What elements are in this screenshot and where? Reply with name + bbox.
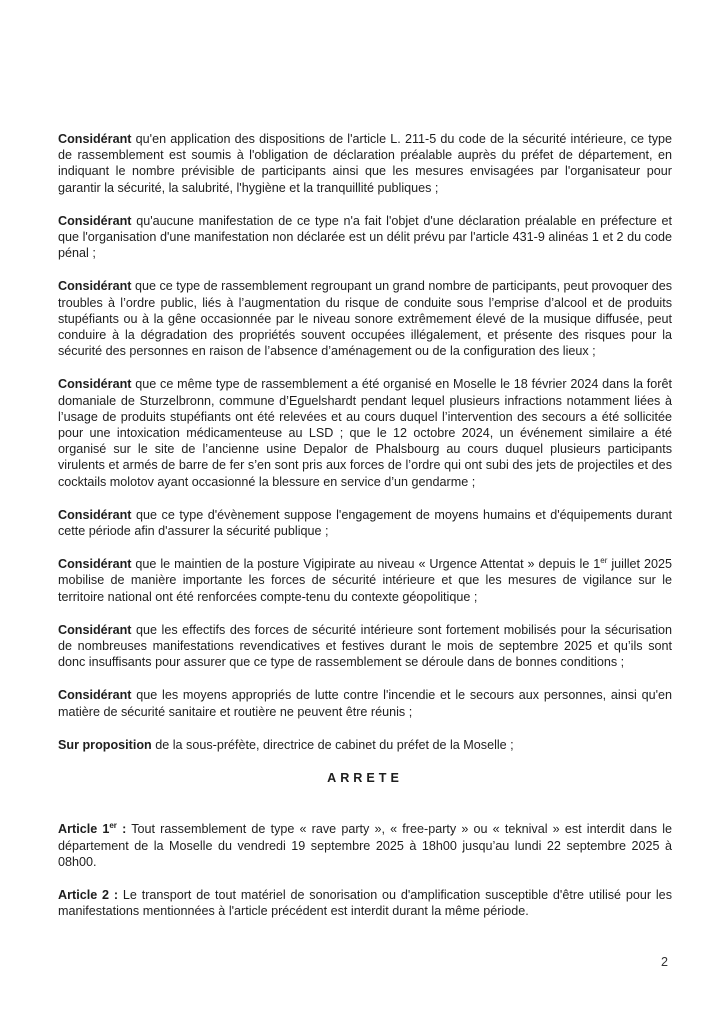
paragraph-text: que ce type de rassemblement regroupant un grand nombre de participants, peut provoquer des troubles à l’ordre public, liés à l’augmentation du risque de conduite sous l’emprise d’alcool et de produits stupéfiants ou à la gêne occasionnée par le niveau sonore extrêmement élevé de la musique diffusée, peut conduire à la dégradation des propriétés souvent occupées illégalement, et présente des risques pour la sécurité des personnes en raison de l’absence d’aménagement ou de la configuration des lieux ; — [58, 279, 672, 359]
paragraph-text: que ce même type de rassemblement a été organisé en Moselle le 18 février 2024 dans la forêt domaniale de Sturzelbronn, commune d’Eguelshardt pendant lequel plusieurs infractions notamment liées à l’usage de produits stupéfiants ont été relevées et au cours duquel l’intervention des secours a été sollicitée pour une intoxication médicamenteuse au LSD ; que le 12 octobre 2024, un événement similaire a été organisé sur le site de l’ancienne usine Depalor de Phalsbourg au cours duquel plusieurs participants virulents et armés de barre de fer s’en sont pris aux forces de l’ordre qui ont subi des jets de projectiles et des cocktails molotov ayant occasionné la blessure en service d’un gendarme ; — [58, 377, 672, 489]
paragraph-lead: Considérant — [58, 622, 132, 637]
document-body — [58, 131, 672, 936]
paragraph-lead: Considérant — [58, 507, 132, 522]
considerant-paragraph — [58, 622, 672, 671]
considerant-paragraph — [58, 687, 672, 719]
considerant-paragraph — [58, 376, 672, 489]
paragraph-lead: Considérant — [58, 132, 132, 146]
ordinal-superscript: er — [600, 556, 608, 566]
article-label: Article 1 — [58, 822, 110, 837]
considerant-paragraph — [58, 131, 672, 196]
paragraph-text: que le maintien de la posture Vigipirate au niveau « Urgence Attentat » depuis le 1 — [131, 557, 601, 572]
paragraph-text: qu'en application des dispositions de l'article L. 211-5 du code de la sécurité intérieure, ce type de rassemblement est soumis à l'obligation de déclaration préalable auprès du préfet de département, en indiquant le nombre prévisible de participants ainsi que les mesures envisagées par l'organisateur pour garantir la sécurité, la salubrité, l'hygiène et la tranquillité publiques ; — [58, 132, 672, 195]
paragraph-lead: Considérant — [58, 213, 132, 228]
paragraph-text: que les effectifs des forces de sécurité intérieure sont fortement mobilisés pour la sécurisation de nombreuses manifestations revendicatives et festives durant le mois de septembre 2025 et qu’ils sont donc insuffisants pour assurer que ce type de rassemblement se déroule dans de bonnes conditions ; — [58, 622, 672, 670]
paragraph-lead: Considérant — [58, 688, 132, 703]
considerant-paragraph — [58, 507, 672, 539]
paragraph-lead: Considérant — [58, 557, 132, 572]
paragraph-text: juillet 2025 mobilise de manière importante les forces de sécurité intérieure et que les mesures de vigilance sur le territoire national ont été renforcées compte-tenu du contexte géopolitique ; — [58, 557, 672, 604]
page-number: 2 — [661, 955, 669, 969]
article-1 — [58, 821, 672, 870]
ordinal-superscript: er — [109, 821, 117, 831]
considerant-paragraph — [58, 213, 672, 262]
considerant-paragraph — [58, 278, 672, 359]
article-text: Tout rassemblement de type « rave party », « free-party » ou « teknival » est interdit dans le département de la Moselle du vendredi 19 septembre 2025 à 18h00 jusqu’au lundi 22 septembre 2025 à 08h00. — [58, 822, 672, 869]
article-text: Le transport de tout matériel de sonorisation ou d'amplification susceptible d'être utilisé pour les manifestations mentionnées à l'article précédent est interdit durant la même période. — [58, 887, 672, 919]
paragraph-lead: Considérant — [58, 279, 132, 294]
article-lead — [58, 822, 126, 836]
article-lead: Article 2 : — [58, 887, 119, 902]
paragraph-text: que ce type d'évènement suppose l'engagement de moyens humains et d'équipements durant cette période afin d'assurer la sécurité publique ; — [58, 507, 672, 539]
paragraph-text: de la sous-préfète, directrice de cabinet du préfet de la Moselle ; — [151, 737, 514, 752]
decision-title: ARRETE — [327, 771, 403, 786]
paragraph-text: qu'aucune manifestation de ce type n'a fait l'objet d'une déclaration préalable en préfecture et que l'organisation d'une manifestation non déclarée est un délit prévu par l'article 431-9 alinéas 1 et 2 du code pénal ; — [58, 213, 672, 261]
proposition-paragraph — [58, 737, 672, 753]
paragraph-lead: Sur proposition — [58, 737, 152, 752]
article-2 — [58, 887, 672, 919]
article-colon: : — [116, 822, 127, 837]
paragraph-lead: Considérant — [58, 377, 132, 392]
considerant-paragraph — [58, 556, 672, 605]
paragraph-text: que les moyens appropriés de lutte contre l'incendie et le secours aux personnes, ainsi qu'en matière de sécurité sanitaire et routière ne peuvent être réunis ; — [58, 688, 672, 719]
